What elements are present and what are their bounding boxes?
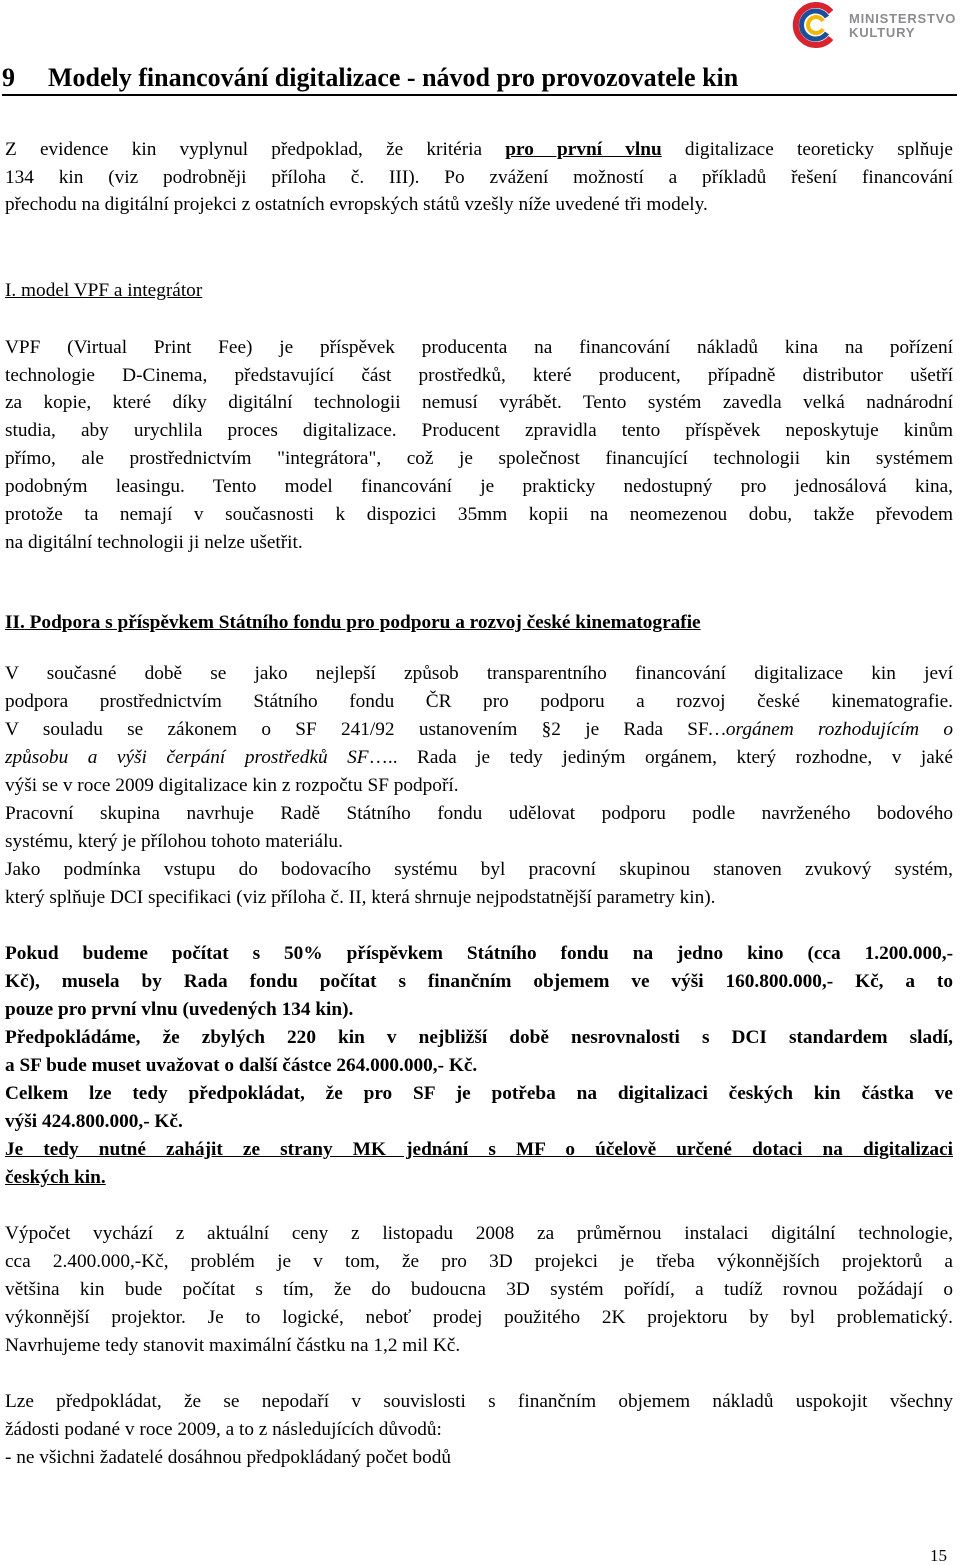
model-2-line-6: Pracovní skupina navrhuje Radě Státního fondu udělovat podporu podle navrženého bodového — [5, 803, 953, 824]
model-1-line: studia, aby urychlila proces digitalizace. Producent zpravidla tento příspěvek neposkytuje kinům — [5, 420, 953, 441]
calc-line: Navrhujeme tedy stanovit maximální částku na 1,2 mil Kč. — [5, 1335, 461, 1356]
section-number: 9 — [2, 63, 15, 92]
logo-line-1: MINISTERSTVO — [849, 11, 957, 26]
section-heading — [2, 60, 957, 96]
model-2-line-8: Jako podmínka vstupu do bodovacího systému byl pracovní skupinou stanoven zvukový systém, — [5, 859, 953, 880]
model-2-title: II. Podpora s příspěvkem Státního fondu pro podporu a rozvoj české kinematografie — [5, 612, 701, 633]
model-2-line-5: výši se v roce 2009 digitalizace kin z rozpočtu SF podpoří. — [5, 775, 459, 796]
model-2-line-2: podpora prostřednictvím Státního fondu ČR pro podporu a rozvoj české kinematografie. — [5, 691, 953, 712]
closing-line-3: - ne všichni žadatelé dosáhnou předpokládaný počet bodů — [5, 1447, 452, 1468]
model-1-line: na digitální technologii ji nelze ušetřit. — [5, 532, 303, 553]
model-2-line-4: způsobu a výši čerpání prostředků SF….. Rada je tedy jediným orgánem, který rozhodne, v jaké — [5, 747, 953, 768]
funding-line-7: výši 424.800.000,- Kč. — [5, 1111, 183, 1132]
funding-line-4: Předpokládáme, že zbylých 220 kin v nejbližší době nesrovnalosti s DCI standardem sladí, — [5, 1027, 953, 1048]
funding-line-8: Je tedy nutné zahájit ze strany MK jednání s MF o účelově určené dotaci na digitalizaci — [5, 1139, 953, 1160]
section-title: Modely financování digitalizace - návod pro provozovatele kin — [48, 63, 739, 92]
model-1-line: VPF (Virtual Print Fee) je příspěvek producenta na financování nákladů kina na pořízení — [5, 337, 953, 358]
model-2-line-3: V souladu se zákonem o SF 241/92 ustanovením §2 je Rada SF…orgánem rozhodujícím o — [5, 719, 953, 740]
model-1-line: podobným leasingu. Tento model financování je prakticky nedostupný pro jednosálová kina, — [5, 476, 953, 497]
model-1-line: technologie D-Cinema, představující část prostředků, které producent, případně distributor ušetří — [5, 365, 953, 386]
funding-line-3: pouze pro první vlnu (uvedených 134 kin). — [5, 999, 354, 1020]
page-number: 15 — [930, 1546, 947, 1565]
model-2-line-9: který splňuje DCI specifikaci (viz příloha č. II, která shrnuje nejpodstatnější parametry kin). — [5, 887, 716, 908]
calc-line: většina kin bude počítat s tím, že do budoucna 3D systém pořídí, a tudíž rovnou požádají o — [5, 1279, 953, 1300]
model-1-title: I. model VPF a integrátor — [5, 280, 203, 301]
funding-line-6: Celkem lze tedy předpokládat, že pro SF je potřeba na digitalizaci českých kin částka ve — [5, 1083, 953, 1104]
ministry-logo — [787, 2, 956, 48]
model-1-line: protože ta nemají v současnosti k dispozici 35mm kopii na neomezenou dobu, takže převodem — [5, 504, 953, 525]
first-wave-emphasis: pro první vlnu — [505, 139, 662, 160]
model-1-line: za kopie, které díky digitální technologii nemusí vyrábět. Tento systém zavedla velká nadnárodní — [5, 392, 953, 413]
funding-line-9: českých kin. — [5, 1167, 106, 1188]
intro-line-3: přechodu na digitální projekci z ostatních evropských států vzešly níže uvedené tři modely. — [5, 194, 708, 215]
intro-line-1: Z evidence kin vyplynul předpoklad, že kritéria pro první vlnu digitalizace teoreticky splňuje — [5, 139, 953, 160]
ministry-emblem-icon — [787, 2, 843, 48]
closing-line-2: žádosti podané v roce 2009, a to z následujících důvodů: — [5, 1419, 442, 1440]
funding-line-2: Kč), musela by Rada fondu počítat s finančním objemem ve výši 160.800.000,- Kč, a to — [5, 971, 953, 992]
model-2-line-7: systému, který je přílohou tohoto materiálu. — [5, 831, 343, 852]
closing-line-1: Lze předpokládat, že se nepodaří v souvislosti s finančním objemem nákladů uspokojit všechny — [5, 1391, 953, 1412]
calc-line: výkonnější projektor. Je to logické, neboť prodej použitého 2K projektoru by byl problematický. — [5, 1307, 953, 1328]
funding-line-1: Pokud budeme počítat s 50% příspěvkem Státního fondu na jedno kino (cca 1.200.000,- — [5, 943, 953, 964]
calc-line: cca 2.400.000,-Kč, problém je v tom, že pro 3D projekci je třeba výkonnějších projektorů a — [5, 1251, 953, 1272]
model-2-line-1: V současné době se jako nejlepší způsob transparentního financování digitalizace kin jeví — [5, 663, 953, 684]
funding-line-5: a SF bude muset uvažovat o další částce 264.000.000,- Kč. — [5, 1055, 478, 1076]
logo-line-2: KULTURY — [849, 25, 916, 40]
intro-line-2: 134 kin (viz podrobněji příloha č. III). Po zvážení možností a příkladů řešení financování — [5, 167, 953, 188]
model-1-line: přímo, ale prostřednictvím "integrátora", což je společnost financující technologii kin systémem — [5, 448, 953, 469]
calc-line: Výpočet vychází z aktuální ceny z listopadu 2008 za průměrnou instalaci digitální technologie, — [5, 1223, 953, 1244]
